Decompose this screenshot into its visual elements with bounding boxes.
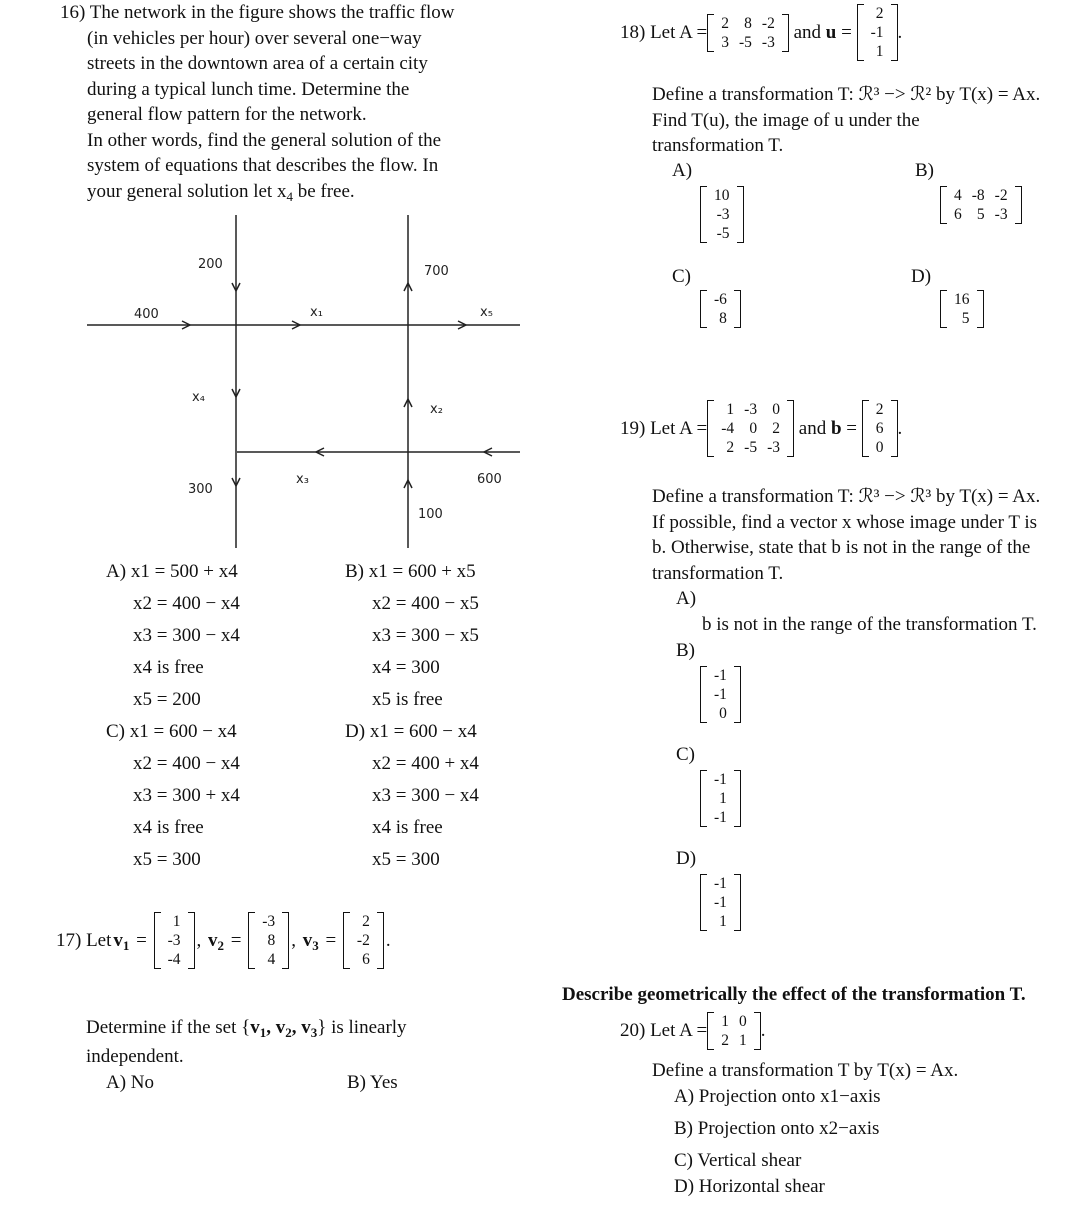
- q16-a-line-2: x2 = 400 − x4: [133, 593, 240, 614]
- q17-question: Determine if the set {$v_1$, $v_2$, $v_3$} is linearly independent.: [86, 1017, 407, 1067]
- q20-matrix-a: 1 0 2 1: [707, 1012, 761, 1050]
- q19-vector-b: 2 6 0: [862, 400, 898, 457]
- q17-v3-matrix: 2 -2 6: [343, 912, 384, 969]
- q16-line-5: general flow pattern for the network.: [87, 104, 367, 125]
- q19-text: Define a transformation T: ℛ³ −> ℛ³ by T(x) = Ax. If possible, find a vector x whose image under T is b. Otherwise, state that b is not in the range of the transformation T.: [652, 486, 1041, 584]
- q16-line-8: your general solution let $x_4$ be free.: [87, 180, 355, 204]
- q19-matrix-a: 1 -3 0 -4 0 2 2 -5 -3: [707, 400, 794, 457]
- q19-option-c-label[interactable]: C): [676, 744, 695, 765]
- q16-d-line-5: x5 = 300: [372, 849, 440, 870]
- q17-v1-matrix: 1 -3 -4: [154, 912, 195, 969]
- traffic-network-diagram: [0, 200, 540, 560]
- q19-option-b[interactable]: -1 -1 0: [700, 666, 741, 723]
- q19-option-b-label[interactable]: B): [676, 640, 695, 661]
- q16-a-line-4: x4 is free: [133, 657, 204, 678]
- q19-option-a-label[interactable]: A): [676, 588, 697, 609]
- q16-line-1: 16) The network in the figure shows the traffic flow: [60, 2, 455, 23]
- q20-option-c[interactable]: C) Vertical shear: [674, 1150, 802, 1171]
- label-x4: x₄: [192, 390, 205, 405]
- label-x3: x₃: [296, 472, 309, 487]
- q16-a-line-1: x1 = 500 + x4: [130, 561, 238, 582]
- q16-a-line-3: x3 = 300 − x4: [133, 625, 240, 646]
- q16-d-line-3: x3 = 300 − x4: [372, 785, 479, 806]
- q16-c-line-4: x4 is free: [133, 817, 204, 838]
- q18-option-b[interactable]: 4 -8 -2 6 5 -3: [940, 186, 1022, 224]
- q16-option-c[interactable]: C) x1 = 600 − x4 x2 = 400 − x4 x3 = 300 + x4 x4 is free x5 = 300: [106, 716, 240, 876]
- q19-option-d[interactable]: -1 -1 1: [700, 874, 741, 931]
- q20-option-a[interactable]: A) Projection onto x1−axis: [674, 1086, 881, 1107]
- q20-option-d[interactable]: D) Horizontal shear: [674, 1176, 825, 1197]
- q16-b-line-5: x5 is free: [372, 689, 443, 710]
- q17-v2-matrix: -3 8 4: [248, 912, 289, 969]
- q18-header: 18) Let A = 2 8 -2 3 -5 -3 and u = 2 -1 1 .: [620, 5, 903, 60]
- q20-heading: Describe geometrically the effect of the transformation T.: [562, 984, 1026, 1005]
- label-x2: x₂: [430, 402, 443, 417]
- q16-d-line-4: x4 is free: [372, 817, 443, 838]
- q19-option-c[interactable]: -1 1 -1: [700, 770, 741, 827]
- label-400: 400: [134, 307, 159, 322]
- q20-header: 20) Let A = 1 0 2 1 .: [620, 1013, 766, 1049]
- q16-line-7: system of equations that describes the flow. In: [87, 155, 439, 176]
- q18-option-a[interactable]: 10 -3 -5: [700, 186, 744, 243]
- q18-option-b-label[interactable]: B): [915, 160, 934, 181]
- q19-option-d-label[interactable]: D): [676, 848, 697, 869]
- q18-option-c-label[interactable]: C): [672, 266, 691, 287]
- q16-b-line-3: x3 = 300 − x5: [372, 625, 479, 646]
- q16-d-line-1: x1 = 600 − x4: [369, 721, 477, 742]
- q16-option-a[interactable]: A) x1 = 500 + x4 x2 = 400 − x4 x3 = 300 − x4 x4 is free x5 = 200: [106, 556, 240, 716]
- q19-option-a[interactable]: b is not in the range of the transformation T.: [702, 614, 1037, 635]
- q16-b-line-2: x2 = 400 − x5: [372, 593, 479, 614]
- q17-vectors: 17) Let $v_1$ = 1 -3 -4 , $v_2$ = -3 8 4 , $v_3$ = 2 -2 6 .: [56, 913, 391, 968]
- label-x1: x₁: [310, 305, 323, 320]
- q16-c-line-1: x1 = 600 − x4: [129, 721, 237, 742]
- q16-line-3: streets in the downtown area of a certain city: [87, 53, 428, 74]
- q16-c-line-5: x5 = 300: [133, 849, 201, 870]
- q16-line-4: during a typical lunch time. Determine the: [87, 78, 410, 100]
- q19-header: 19) Let A = 1 -3 0 -4 0 2 2 -5 -3 and b = 2 6 0 .: [620, 401, 903, 456]
- label-700: 700: [424, 264, 449, 279]
- q16-b-line-1: x1 = 600 + x5: [368, 561, 476, 582]
- q18-option-d-label[interactable]: D): [911, 266, 932, 287]
- q18-option-d[interactable]: 16 5: [940, 290, 984, 328]
- q16-c-line-2: x2 = 400 − x4: [133, 753, 240, 774]
- q18-vector-u: 2 -1 1: [857, 4, 898, 61]
- q16-line-2: (in vehicles per hour) over several one−way: [87, 27, 422, 49]
- q17-option-a[interactable]: A) No: [106, 1072, 155, 1093]
- q20-option-b[interactable]: B) Projection onto x2−axis: [674, 1118, 880, 1139]
- q16-option-d[interactable]: D) x1 = 600 − x4 x2 = 400 + x4 x3 = 300 − x4 x4 is free x5 = 300: [345, 716, 479, 876]
- q16-line-6: In other words, find the general solution of the: [87, 129, 442, 151]
- q18-text: Define a transformation T: ℛ³ −> ℛ² by T(x) = Ax. Find T(u), the image of u under the transformation T.: [652, 84, 1041, 156]
- q17-option-b[interactable]: B) Yes: [347, 1072, 398, 1093]
- label-300: 300: [188, 482, 213, 497]
- q16-option-b[interactable]: B) x1 = 600 + x5 x2 = 400 − x5 x3 = 300 − x5 x4 = 300 x5 is free: [345, 556, 479, 716]
- q16-text: [60, 0, 455, 205]
- label-200: 200: [198, 257, 223, 272]
- q16-a-line-5: x5 = 200: [133, 689, 201, 710]
- q17-prefix: 17) Let: [56, 929, 112, 951]
- label-600: 600: [477, 472, 502, 487]
- q16-d-line-2: x2 = 400 + x4: [372, 753, 479, 774]
- q18-option-a-label[interactable]: A): [672, 160, 693, 181]
- q16-c-line-3: x3 = 300 + x4: [133, 785, 240, 806]
- label-x5: x₅: [480, 305, 493, 320]
- q20-text: Define a transformation T by T(x) = Ax.: [652, 1060, 959, 1081]
- q18-matrix-a: 2 8 -2 3 -5 -3: [707, 14, 789, 52]
- q18-option-c[interactable]: -6 8: [700, 290, 741, 328]
- label-100: 100: [418, 507, 443, 522]
- q16-b-line-4: x4 = 300: [372, 657, 440, 678]
